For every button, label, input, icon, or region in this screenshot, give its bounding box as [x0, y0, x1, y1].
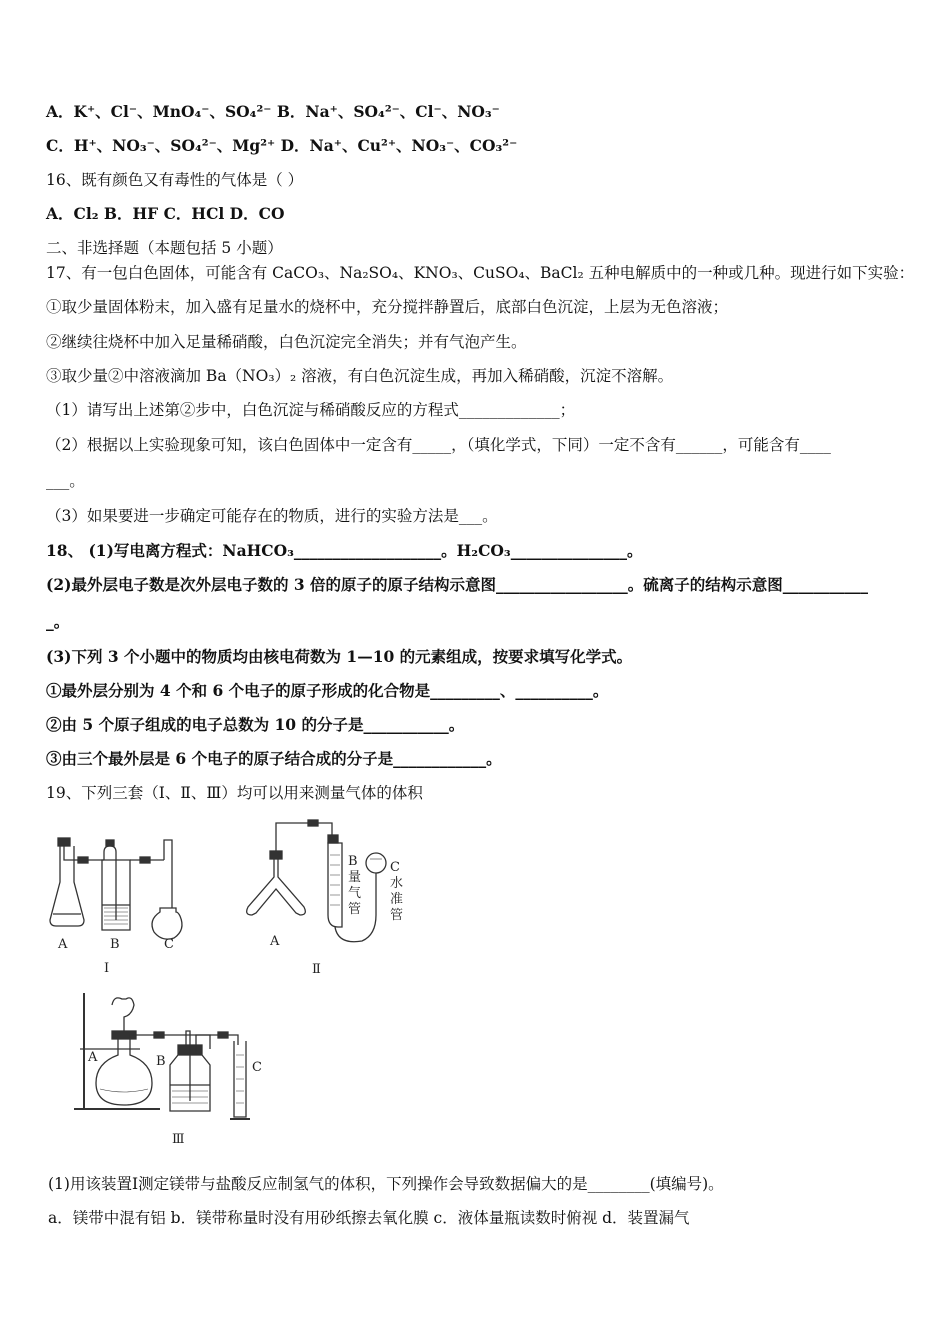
fig1-label-a: A	[58, 937, 68, 952]
question-17: 17、有一包白色固体，可能含有 CaCO₃、Na₂SO₄、KNO₃、CuSO₄、BaCl₂ 五种电解质中的一种或几种。现进行如下实验：	[46, 264, 915, 282]
q19-part-1-options: a．镁带中混有铝 b．镁带称量时没有用砂纸擦去氧化膜 c．液体量瓶读数时俯视 d．装置漏气	[48, 1209, 690, 1227]
q17-step-2: ②继续往烧杯中加入足量稀硝酸，白色沉淀完全消失；并有气泡产生。	[46, 333, 527, 351]
fig2-label-zhun: 准	[390, 892, 404, 907]
q18-sub-2: ②由 5 个原子组成的电子总数为 10 的分子是___________。	[46, 715, 465, 734]
fig3-label-a: A	[88, 1050, 98, 1065]
section-heading: 二、非选择题（本题包括 5 小题）	[46, 239, 283, 257]
fig2-label-guan: 管	[348, 902, 362, 917]
fig2-caption: Ⅱ	[312, 962, 321, 977]
q18-sub-3: ③由三个最外层是 6 个电子的原子结合成的分子是____________。	[46, 749, 502, 768]
fig1-caption: Ⅰ	[104, 961, 110, 976]
q18-part-2: (2)最外层电子数是次外层电子数的 3 倍的原子的原子结构示意图_________________。硫离子的结构示意图___________	[46, 575, 869, 594]
fig2-label-qi: 气	[348, 886, 362, 901]
fig1-label-c: C	[164, 937, 174, 952]
fig2-label-liang: 量	[348, 870, 362, 885]
q19-part-1: (1)用该装置Ⅰ测定镁带与盐酸反应制氢气的体积，下列操作会导致数据偏大的是________(填编号)。	[48, 1175, 724, 1193]
fig2-label-shui: 水	[390, 876, 404, 891]
question-18: 18、 (1)写电离方程式：NaHCO₃___________________。H₂CO₃_______________。	[46, 541, 643, 560]
fig1-label-b: B	[110, 937, 120, 952]
question-19: 19、下列三套（Ⅰ、Ⅱ、Ⅲ）均可以用来测量气体的体积	[46, 784, 423, 802]
q17-part-2: （2）根据以上实验现象可知，该白色固体中一定含有_____，（填化学式，下同）一定不含有______，可能含有____	[46, 436, 831, 454]
options-ab-ions: A．K⁺、Cl⁻、MnO₄⁻、SO₄²⁻ B．Na⁺、SO₄²⁻、Cl⁻、NO₃⁻	[46, 102, 500, 121]
fig2-label-b: B	[348, 854, 358, 869]
fig2-label-a: A	[270, 934, 280, 949]
fig2-label-c: C	[390, 860, 400, 875]
apparatus-figure-3	[70, 985, 280, 1150]
apparatus-figure-2	[242, 815, 412, 980]
q17-part-1: （1）请写出上述第②步中，白色沉淀与稀硝酸反应的方程式_____________；	[46, 401, 576, 419]
apparatus-figure-1	[44, 820, 204, 980]
q18-part-2-cont: _。	[46, 612, 70, 631]
q17-part-2-cont: ___。	[46, 472, 85, 490]
fig3-caption: Ⅲ	[172, 1132, 185, 1147]
fig3-label-b: B	[156, 1054, 166, 1069]
q17-step-1: ①取少量固体粉末，加入盛有足量水的烧杯中，充分搅拌静置后，底部白色沉淀，上层为无色溶液；	[46, 298, 729, 316]
question-16-options: A．Cl₂ B．HF C．HCl D．CO	[46, 204, 285, 223]
q18-part-3: (3)下列 3 个小题中的物质均由核电荷数为 1—10 的元素组成，按要求填写化学式。	[46, 647, 633, 666]
q18-sub-1: ①最外层分别为 4 个和 6 个电子的原子形成的化合物是_________、__________。	[46, 681, 609, 700]
q17-step-3: ③取少量②中溶液滴加 Ba（NO₃）₂ 溶液，有白色沉淀生成，再加入稀硝酸，沉淀不溶解。	[46, 367, 674, 385]
question-16: 16、既有颜色又有毒性的气体是（ ）	[46, 171, 304, 189]
fig3-label-c: C	[252, 1060, 262, 1075]
options-cd-ions: C．H⁺、NO₃⁻、SO₄²⁻、Mg²⁺ D．Na⁺、Cu²⁺、NO₃⁻、CO₃²⁻	[46, 136, 518, 155]
fig2-label-guan2: 管	[390, 908, 404, 923]
q17-part-3: （3）如果要进一步确定可能存在的物质，进行的实验方法是___。	[46, 507, 498, 525]
